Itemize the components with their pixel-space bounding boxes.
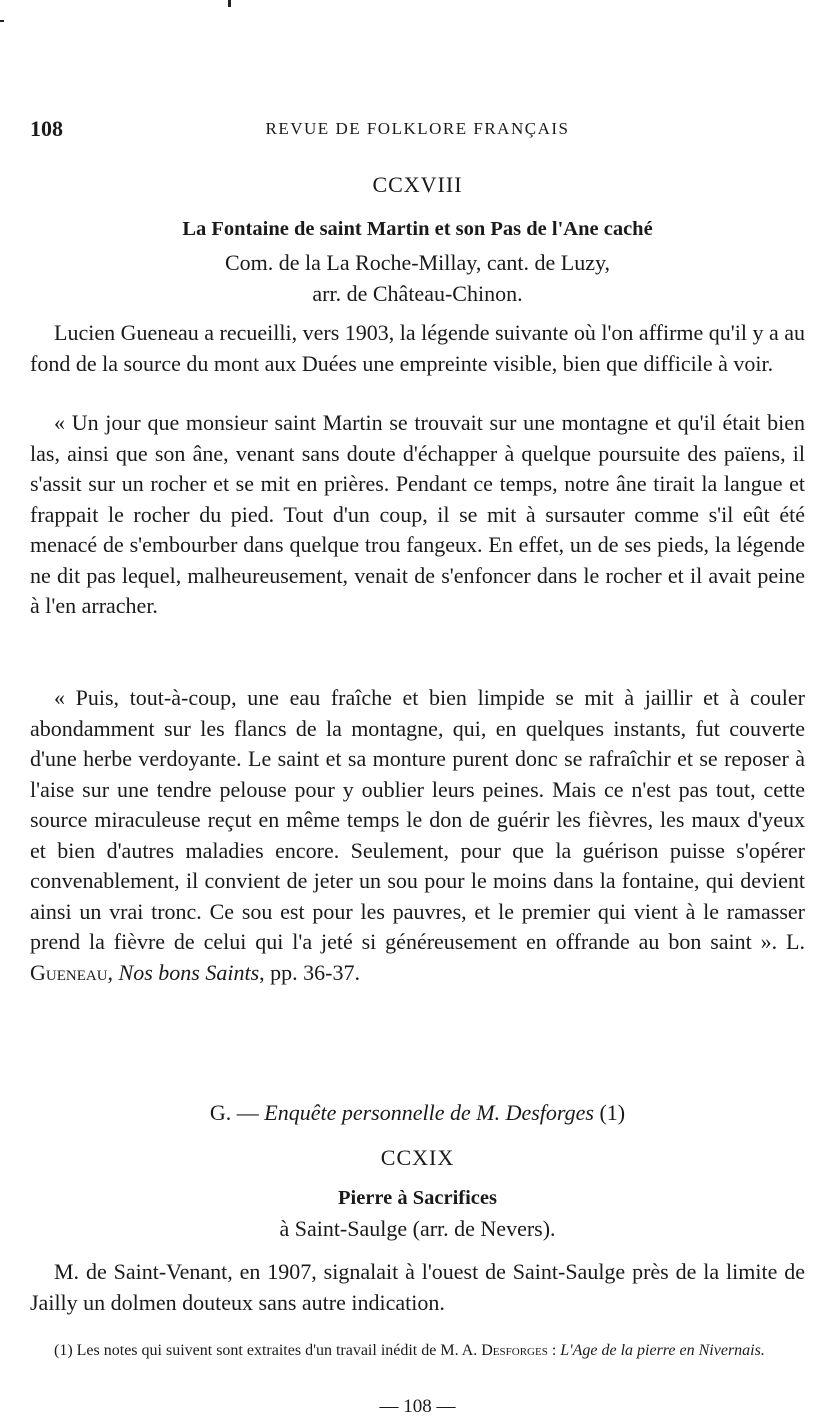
- page-number: 108: [30, 116, 63, 141]
- running-title: REVUE DE FOLKLORE FRANÇAIS: [265, 119, 570, 138]
- legend-paragraph-2-text: « Puis, tout-à-coup, une eau fraîche et bien limpide se mit à jaillir et à couler abondamment sur les flancs de la montagne, qui, en quelques instants, fut couverte d'une herbe verdoyante. Le saint et sa monture purent donc se rafraîchir et se reposer à l'aise sur une tendre pelouse pour y oublier leurs peines. Mais ce n'est pas tout, cette source miraculeuse reçut en même temps le don de guérir les fièvres, les maux d'yeux et bien d'autres maladies encore. Seulement, pour que la guérison puisse s'opérer convenablement, il convient de jeter un sou pour le moins dans la fontaine, qui devient ainsi un vrai tronc. Ce sou est pour les pauvres, et le premier qui vient à le ramasser prend la fièvre de celui qui l'a jeté si généreusement en offrande au bon saint ».: [30, 685, 805, 954]
- citation-work: Nos bons Saints: [118, 959, 260, 985]
- legend-paragraph-1: « Un jour que monsieur saint Martin se trouvait sur une montagne et qu'il était bien las, ainsi que son âne, venant sans doute d'échapper à quelque poursuite des païens, il s'assit sur un rocher et se mit en prières. Pendant ce temps, notre âne tirait la langue et frappait le rocher du pied. Tout d'un coup, il se mit à sursauter comme s'il eût été menacé de s'embourber dans quelque trou fangeux. En effet, un de ses pieds, la légende ne dit pas lequel, malheureusement, venait de s'enfoncer dans le rocher et il avait peine à l'en arracher.: [30, 410, 805, 618]
- entry-location: à Saint-Saulge (arr. de Nevers).: [279, 1216, 556, 1241]
- scan-mark: [228, 0, 231, 7]
- page-footer: — 108 —: [379, 1396, 456, 1417]
- footnote-work: L'Age de la pierre en Nivernais.: [560, 1342, 765, 1359]
- entry-title: La Fontaine de saint Martin et son Pas de l'Ane caché: [182, 218, 653, 240]
- page-header: [30, 116, 805, 144]
- citation-pages: pp. 36-37.: [270, 959, 360, 985]
- section-note-ref: (1): [599, 1100, 626, 1125]
- entry-paragraph: M. de Saint-Venant, en 1907, signalait à l'ouest de Saint-Saulge près de la limite de Jailly un dolmen douteux sans autre indication.: [30, 1259, 805, 1315]
- footnote: [30, 1340, 805, 1362]
- section-heading: [30, 1100, 805, 1126]
- footnote-author: Desforges: [481, 1342, 548, 1359]
- section-title: Enquête personnelle de M. Desforges: [264, 1100, 594, 1125]
- citation-author-initial: L.: [786, 929, 805, 954]
- entry-title: Pierre à Sacrifices: [338, 1187, 497, 1209]
- legend-paragraph-2: « Puis, tout-à-coup, une eau fraîche et bien limpide se mit à jaillir et à couler abondamment sur les flancs de la montagne, qui, en quelques instants, fut couverte d'une herbe verdoyante. Le saint et sa monture purent donc se rafraîchir et se reposer à l'aise sur une tendre pelouse pour y oublier leurs peines. Mais ce n'est pas tout, cette source miraculeuse reçut en même temps le don de guérir les fièvres, les maux d'yeux et bien d'autres maladies encore. Seulement, pour que la guérison puisse s'opérer convenablement, il convient de jeter un sou pour le moins dans la fontaine, qui devient ainsi un vrai tronc. Ce sou est pour les pauvres, et le premier qui vient à le ramasser prend la fièvre de celui qui l'a jeté si généreusement en offrande au bon saint ». L. Gueneau, Nos bons Saints, pp. 36-37.: [30, 685, 805, 985]
- entry-number: CCXVIII: [372, 172, 463, 197]
- entry-number: CCXIX: [380, 1145, 455, 1170]
- scan-mark: [0, 20, 4, 22]
- footnote-separator: :: [551, 1342, 557, 1359]
- section-letter: G. —: [209, 1100, 259, 1125]
- footnote-marker: (1): [54, 1342, 73, 1359]
- footnote-text: Les notes qui suivent sont extraites d'un travail inédit de M. A.: [76, 1342, 478, 1359]
- entry-location-line1: Com. de la La Roche-Millay, cant. de Luzy,: [224, 250, 611, 275]
- intro-paragraph: Lucien Gueneau a recueilli, vers 1903, la légende suivante où l'on affirme qu'il y a au fond de la source du mont aux Duées une empreinte visible, bien que difficile à voir.: [30, 320, 805, 376]
- citation-author: Gueneau: [30, 959, 108, 985]
- entry-location-line2: arr. de Château-Chinon.: [312, 281, 523, 306]
